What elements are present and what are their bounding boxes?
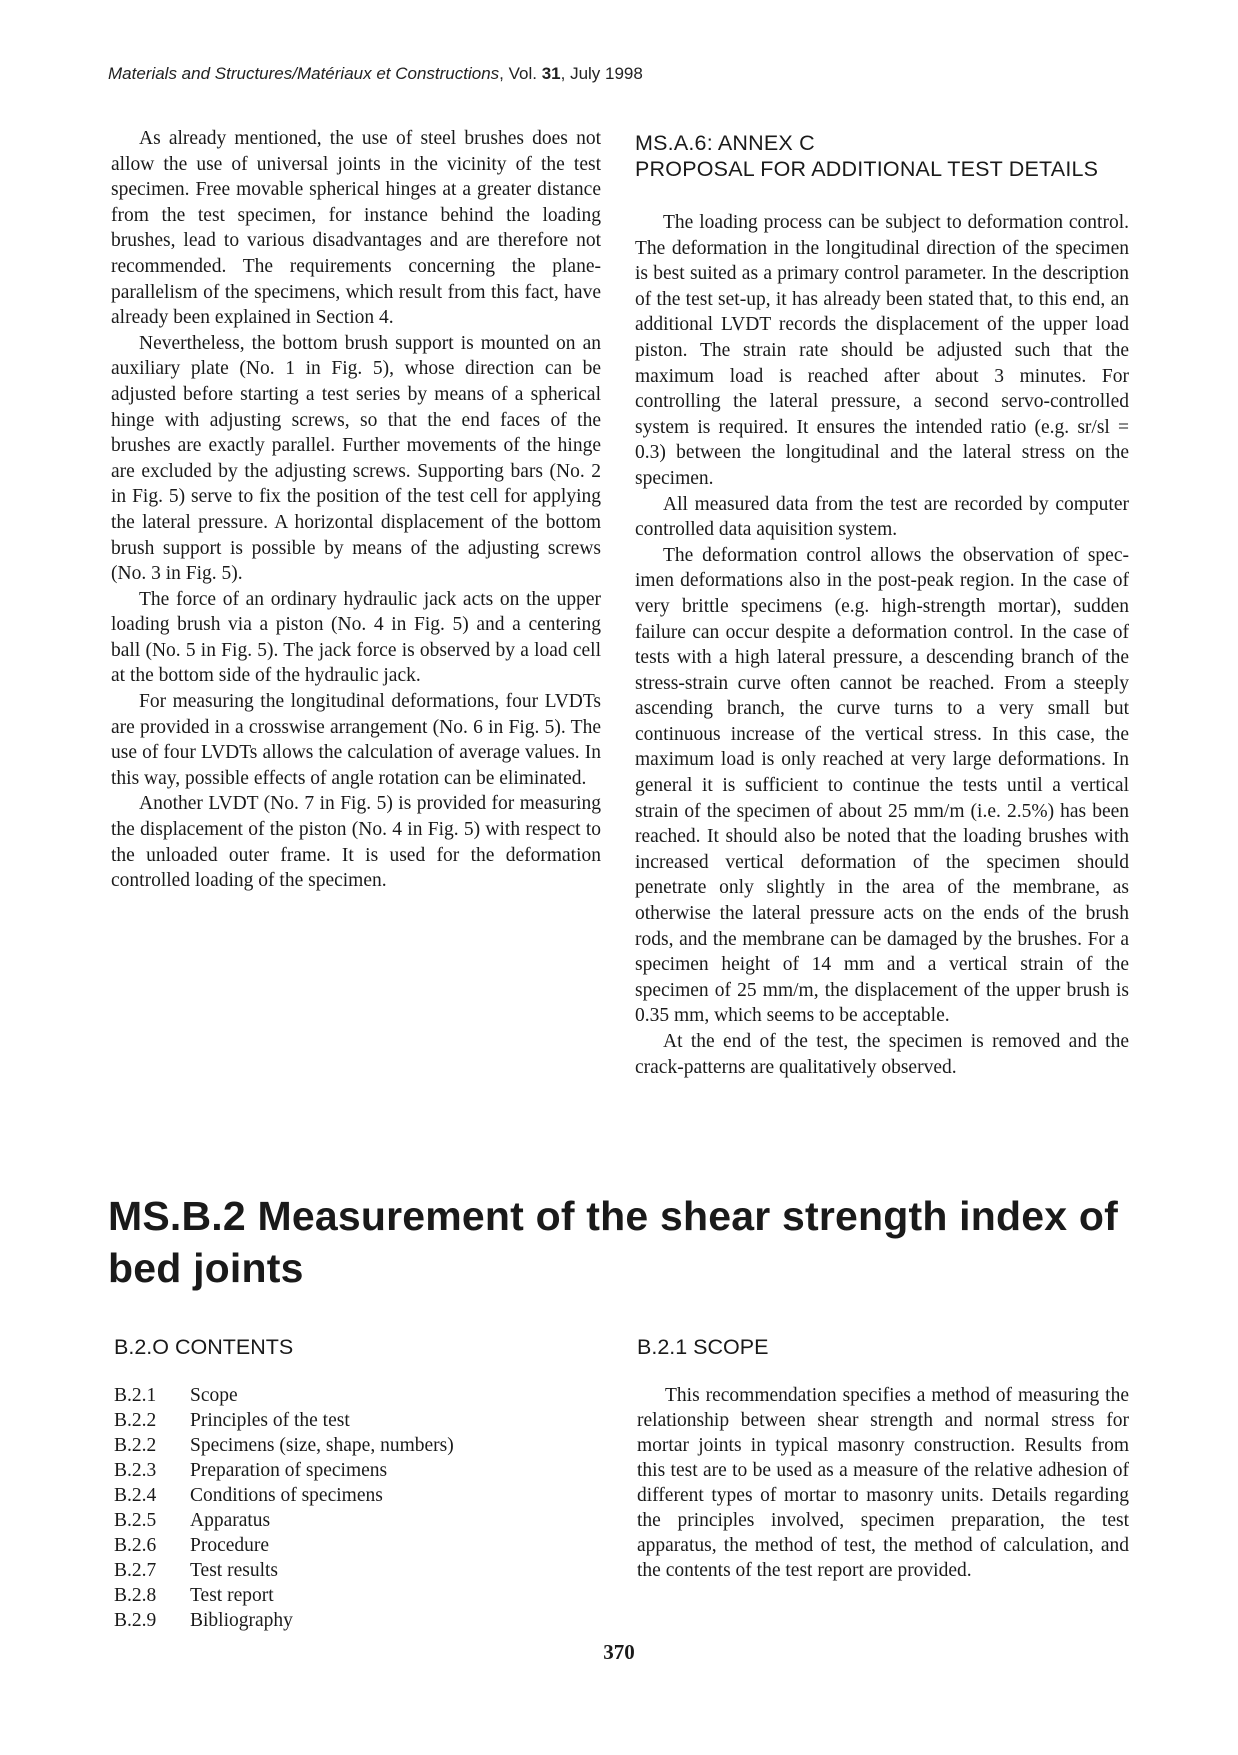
contents-item: [114, 1508, 454, 1533]
journal-title: Materials and Structures/Matériaux et Constructions: [108, 64, 500, 83]
contents-item-number: B.2.2: [114, 1410, 157, 1431]
contents-item-number: B.2.6: [114, 1535, 157, 1556]
contents-item-number: B.2.9: [114, 1610, 157, 1631]
body-paragraph: Nevertheless, the bottom brush support is mounted on an auxiliary plate (No. 1 in Fig. 5), whose direction can be adjusted before starting a test series by means of a spherical hinge with adjusting screws, so that the end faces of the brushes are exactly parallel. Further movements of the hinge are excluded by the adjusting screws. Supporting bars (No. 2 in Fig. 5) serve to fix the position of the test cell for applying the lateral pressure. A horizontal displacement of the bottom brush support is possible by means of the adjusting screws (No. 3 in Fig. 5).: [111, 332, 601, 585]
body-paragraph: Another LVDT (No. 7 in Fig. 5) is provided for measuring the displacement of the piston (No. 4 in Fig. 5) with respect to the unloaded outer frame. It is used for the deformation controlled loading of the specimen.: [111, 793, 601, 892]
scope-paragraph: This recommendation specifies a method of measuring the relationship between shear strength and normal stress for mortar joints in typical masonry construction. Results from this test are to be used as a measure of the relative adhesion of different types of mortar to masonry units. Details regarding the principles involved, specimen preparation, the test apparatus, the method of test, the method of calculation, and the contents of the test report are provided.: [637, 1385, 1129, 1581]
volume-prefix: , Vol.: [499, 64, 542, 83]
contents-item-number: B.2.1: [114, 1385, 157, 1406]
contents-item-number: B.2.2: [114, 1435, 157, 1456]
contents-item: [114, 1483, 454, 1508]
contents-item-number: B.2.5: [114, 1510, 157, 1531]
contents-item: [114, 1533, 454, 1558]
annex-heading-line2: PROPOSAL FOR ADDITIONAL TEST DETAILS: [635, 157, 1099, 181]
body-paragraph: The force of an ordinary hydraulic jack acts on the upper loading brush via a piston (No. 4 in Fig. 5) and a centering ball (No. 5 in Fig. 5). The jack force is observed by a load cell at the bottom side of the hydraulic jack.: [111, 588, 601, 687]
contents-item-number: B.2.7: [114, 1560, 157, 1581]
contents-item-label: Principles of the test: [190, 1410, 350, 1431]
page-number: 370: [603, 1640, 635, 1664]
body-paragraph: All measured data from the test are recorded by computer controlled data aquisition system.: [635, 493, 1129, 541]
contents-item: [114, 1458, 454, 1483]
contents-item-label: Procedure: [190, 1535, 270, 1556]
contents-item-number: B.2.8: [114, 1585, 157, 1606]
contents-item-number: B.2.4: [114, 1485, 157, 1506]
contents-item-number: B.2.3: [114, 1460, 157, 1481]
contents-item: [114, 1383, 454, 1408]
contents-item-label: Test results: [190, 1560, 278, 1581]
contents-item-label: Test report: [190, 1585, 274, 1606]
contents-list: [114, 1383, 454, 1633]
right-column: [635, 210, 1129, 1080]
body-paragraph: The deformation control allows the observation of specimen deformations also in the post-peak region. In the case of very brittle specimens (e.g. high-strength mortar), sudden failure can occur despite a deformation control. In the case of tests with a high lateral pressure, a descending branch of the stress-strain curve often cannot be reached. From a steeply ascending branch, the curve turns to a very small but continuous increase of the vertical stress. In this case, the maximum load is only reached at very large deformations. In general it is sufficient to continue the tests until a vertical strain of the specimen of about 25 mm/m (i.e. 2.5%) has been reached. It should also be noted that the loading brushes with increased vertical deformation of the specimen should penetrate only slightly in the area of the membrane, as otherwise the lateral pressure acts on the ends of the brush rods, and the membrane can be damaged by the brushes. For a specimen height of 14 mm and a vertical strain of the specimen of 25 mm/m, the displacement of the upper brush is 0.35 mm, which seems to be acceptable.: [635, 544, 1129, 1027]
body-paragraph: At the end of the test, the specimen is removed and the crack-patterns are qualitatively observed.: [635, 1031, 1129, 1078]
contents-item: [114, 1433, 454, 1458]
running-head: [108, 64, 643, 84]
contents-item: [114, 1583, 454, 1608]
section-title: MS.B.2 Measurement of the shear strength index of bed joints: [108, 1193, 1118, 1291]
contents-item: [114, 1408, 454, 1433]
contents-item-label: Preparation of specimens: [190, 1460, 388, 1481]
annex-heading: [635, 130, 1155, 182]
issue-date: , July 1998: [560, 64, 643, 83]
contents-item-label: Conditions of specimens: [190, 1485, 383, 1506]
contents-heading: B.2.O CONTENTS: [114, 1335, 294, 1359]
scope-heading: B.2.1 SCOPE: [637, 1335, 769, 1359]
volume-number: 31: [541, 64, 561, 83]
contents-item-label: Apparatus: [190, 1510, 271, 1531]
left-column: [111, 126, 601, 894]
contents-item-label: Scope: [190, 1385, 238, 1406]
body-paragraph: For measuring the longitudinal deformations, four LVDTs are provided in a crosswise arrangement (No. 6 in Fig. 5). The use of four LVDTs allows the calculation of average values. In this way, possible effects of angle rotation can be eliminated.: [111, 691, 601, 789]
contents-item: [114, 1558, 454, 1583]
body-paragraph: The loading process can be subject to deformation control. The deformation in the longitudinal direction of the specimen is best suited as a primary control parameter. In the description of the test set-up, it has already been stated that, to this end, an additional LVDT records the displacement of the upper load piston. The strain rate should be adjusted such that the maximum load is reached after about 3 minutes. For controlling the lateral pressure, a second servo-controlled system is required. It ensures the intended ratio (e.g. sr/sl = 0.3) between the longitudinal and the lateral stress on the specimen.: [635, 212, 1129, 489]
contents-item: [114, 1608, 454, 1633]
contents-item-label: Specimens (size, shape, numbers): [190, 1435, 454, 1456]
body-paragraph: As already mentioned, the use of steel brushes does not allow the use of universal joints in the vicinity of the test specimen. Free movable spherical hinges at a greater distance from the test specimen, for instance behind the loading brushes, lead to various disadvantages and are therefore not recommended. The requirements concerning the plane-parallelism of the specimens, which result from this fact, have already been explained in Section 4.: [111, 128, 601, 329]
contents-item-label: Bibliography: [190, 1610, 293, 1631]
annex-heading-line1: MS.A.6: ANNEX C: [635, 131, 815, 155]
